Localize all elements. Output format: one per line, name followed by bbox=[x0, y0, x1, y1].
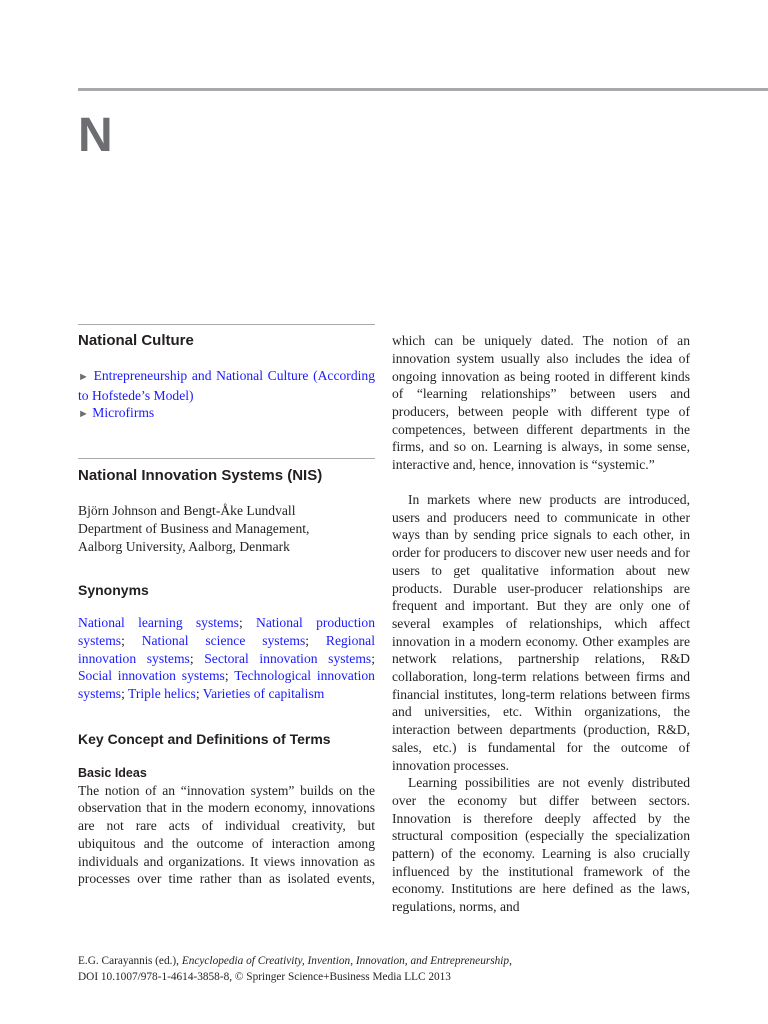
entry-title-national-culture: National Culture bbox=[78, 332, 194, 349]
synonym-link[interactable]: National learning systems bbox=[78, 615, 239, 631]
citation-line-1: E.G. Carayannis (ed.), Encyclopedia of Creativity, Invention, Innovation, and Entrepreneurship, bbox=[78, 955, 512, 967]
key-concept-heading: Key Concept and Definitions of Terms bbox=[78, 730, 331, 747]
see-also-link-entrepreneurship-culture[interactable]: Entrepreneurship and National Culture (According to Hofstede’s Model) bbox=[78, 368, 375, 403]
synonym-link[interactable]: Sectoral innovation systems bbox=[204, 650, 372, 666]
citation-book-title: Encyclopedia of Creativity, Invention, Innovation, and Entrepreneurship bbox=[181, 955, 510, 967]
paragraph-1-continuation: which can be uniquely dated. The notion of an innovation system usually also includes the idea of ongoing innovation as being rooted in different kinds of “learning relationships” between users and producers, between people with different type of competences, between different departments in the firms, and so on. Learning is always, in some sense, interactive and, hence, innovation is “systemic.” bbox=[392, 333, 690, 473]
authors: Björn Johnson and Bengt-Åke Lundvall bbox=[78, 503, 296, 519]
synonym-link[interactable]: National production systems bbox=[78, 615, 375, 648]
affiliation-line: Department of Business and Management, bbox=[78, 520, 310, 536]
synonym-link[interactable]: Technological innovation systems bbox=[78, 668, 375, 702]
see-also-arrow-icon: ► bbox=[78, 408, 89, 421]
synonyms-heading: Synonyms bbox=[78, 582, 149, 599]
paragraph-3: Learning possibilities are not evenly distributed over the economy but differ between sectors. Innovation is therefore deeply affected by the structural composition (especially the specialization pattern) of the economy. Learning is also crucially influenced by the institutional framework of the economy. Institutions are here defined as the laws, regulations, norms, and bbox=[392, 775, 690, 915]
top-rule bbox=[78, 88, 768, 91]
affiliation-line: Aalborg University, Aalborg, Denmark bbox=[78, 538, 290, 554]
section-letter: N bbox=[78, 109, 113, 162]
see-also-link-microfirms[interactable]: Microfirms bbox=[92, 405, 155, 421]
synonym-link[interactable]: Social innovation systems bbox=[78, 668, 225, 684]
see-also-arrow-icon: ► bbox=[78, 371, 89, 383]
see-also-entry bbox=[78, 404, 375, 424]
synonyms-list: National learning systems; National production systems; National science systems; Regional innovation systems; Sectoral innovation systems; Social innovation systems; Technological innovation systems; Triple helics; Varieties of capitalism bbox=[78, 615, 375, 702]
paragraph-1-continuation-clip bbox=[392, 332, 690, 473]
see-also-entry bbox=[78, 367, 375, 404]
right-column bbox=[392, 332, 690, 916]
basic-ideas-heading: Basic Ideas bbox=[78, 765, 147, 780]
paragraph-1-start-clip bbox=[78, 782, 375, 888]
citation-footer bbox=[78, 954, 690, 985]
entry-divider bbox=[78, 324, 375, 325]
paragraph-2: In markets where new products are introduced, users and producers need to communicate in other ways than by sending price signals to each other, in order for producers to discover new user needs and for users to get qualitative information about new products. Durable user-producer relationships are frequent and important. But they are only one of several examples of relationships, which affect innovation in a modern economy. Other examples are network relations, partnership relations, R&D collaboration, long-term relations between firms and financial institutes, long-term relations between firms and universities, etc. Within organizations, the interaction between departments (production, R&D, sales, etc.) is fundamental for the outcome of innovation processes. bbox=[392, 492, 690, 773]
citation-doi: DOI 10.1007/978-1-4614-3858-8, © Springer Science+Business Media LLC 2013 bbox=[78, 970, 451, 983]
synonym-link[interactable]: Regional innovation systems bbox=[78, 632, 375, 666]
paragraph-1-start: The notion of an “innovation system” builds on the observation that in the modern economy, innovations are not rare acts of individual creativity, but ubiquitous and the outcome of interaction among individuals and organizations. It views innovation as processes over time rather than as isolated events, bbox=[78, 782, 375, 887]
entry-divider bbox=[78, 458, 375, 459]
synonym-link[interactable]: Varieties of capitalism bbox=[202, 686, 325, 702]
synonym-link[interactable]: Triple helics bbox=[128, 686, 196, 702]
left-column bbox=[78, 324, 375, 888]
entry-title-nis: National Innovation Systems (NIS) bbox=[78, 467, 323, 485]
citation-editor: E.G. Carayannis (ed.), bbox=[78, 955, 180, 967]
synonym-link[interactable]: National science systems bbox=[141, 632, 306, 648]
